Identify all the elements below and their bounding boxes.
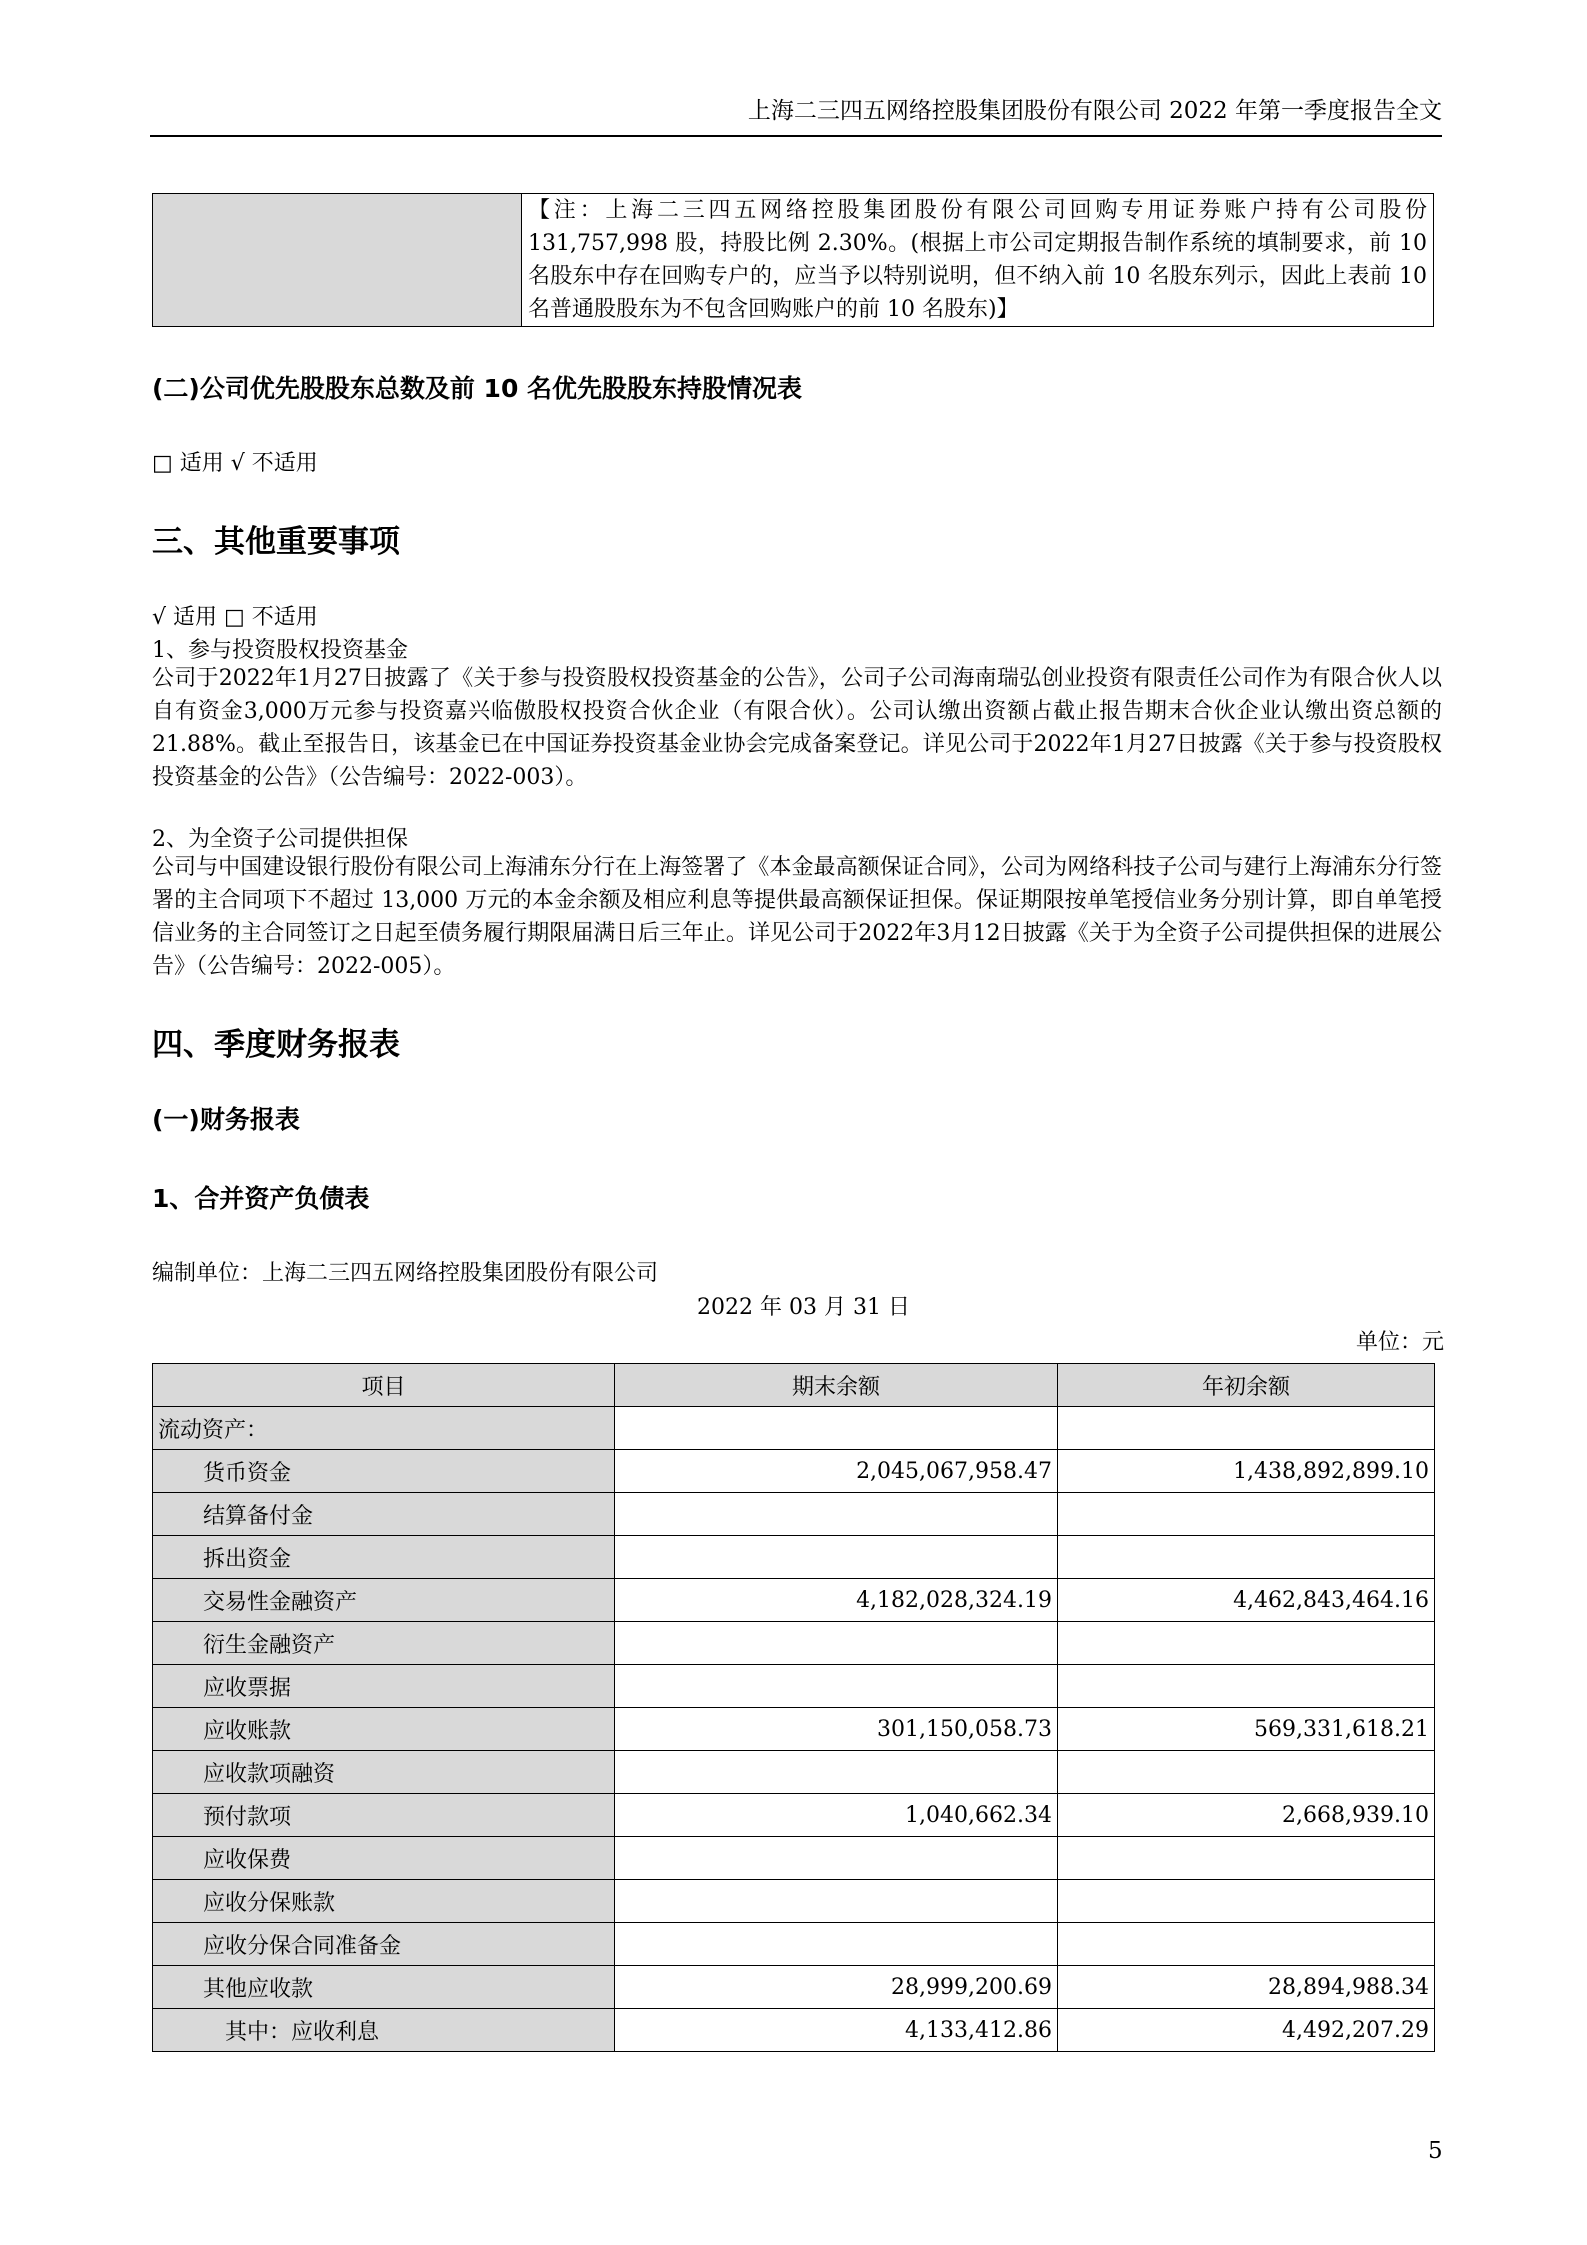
table-row	[153, 1450, 1435, 1493]
row-begin	[1058, 1837, 1435, 1880]
row-begin: 569,331,618.21	[1058, 1708, 1435, 1751]
table-row	[153, 1493, 1435, 1536]
table-row	[153, 2009, 1435, 2052]
row-end	[615, 1536, 1058, 1579]
row-end	[615, 1923, 1058, 1966]
note-table	[152, 193, 1434, 327]
row-label: 拆出资金	[153, 1536, 615, 1579]
balance-sheet-heading: 1、合并资产负债表	[152, 1184, 370, 1213]
row-end	[615, 1751, 1058, 1794]
row-begin: 2,668,939.10	[1058, 1794, 1435, 1837]
item1-title: 1、参与投资股权投资基金	[152, 638, 408, 663]
row-end	[615, 1493, 1058, 1536]
row-begin	[1058, 1407, 1435, 1450]
page-header: 上海二三四五网络控股集团股份有限公司 2022 年第一季度报告全文	[150, 92, 1442, 137]
preferred-applicability: □ 适用 √ 不适用	[152, 451, 318, 476]
table-row	[153, 1794, 1435, 1837]
financial-statements-heading: 四、季度财务报表	[152, 1027, 400, 1063]
row-label: 预付款项	[153, 1794, 615, 1837]
row-label: 应收分保账款	[153, 1880, 615, 1923]
item2-title: 2、为全资子公司提供担保	[152, 827, 408, 852]
row-begin	[1058, 1923, 1435, 1966]
unit-label: 单位：元	[1355, 1330, 1444, 1355]
repurchase-note: 【注：上海二三四五网络控股集团股份有限公司回购专用证券账户持有公司股份 131,757,998 股，持股比例 2.30%。(根据上市公司定期报告制作系统的填制要求，前 10 名股东中存在回购专户的，应当予以特别说明，但不纳入前 10 名股东列示，因此上表前 10 名普通股股东为不包含回购账户的前 10 名股东)】	[522, 194, 1434, 327]
row-begin	[1058, 1622, 1435, 1665]
row-end: 28,999,200.69	[615, 1966, 1058, 2009]
row-end	[615, 1837, 1058, 1880]
financial-statements-subheading: (一)财务报表	[152, 1105, 300, 1134]
table-row	[153, 1880, 1435, 1923]
row-begin	[1058, 1880, 1435, 1923]
row-label: 衍生金融资产	[153, 1622, 615, 1665]
row-begin: 1,438,892,899.10	[1058, 1450, 1435, 1493]
row-label: 货币资金	[153, 1450, 615, 1493]
row-begin	[1058, 1493, 1435, 1536]
row-begin: 28,894,988.34	[1058, 1966, 1435, 2009]
other-matters-applicability: √ 适用 □ 不适用	[152, 605, 318, 630]
table-row	[153, 1751, 1435, 1794]
row-end: 4,182,028,324.19	[615, 1579, 1058, 1622]
row-end: 2,045,067,958.47	[615, 1450, 1058, 1493]
row-label: 应收分保合同准备金	[153, 1923, 615, 1966]
note-empty-cell	[153, 194, 522, 327]
row-label: 应收账款	[153, 1708, 615, 1751]
item2-body: 公司与中国建设银行股份有限公司上海浦东分行在上海签署了《本金最高额保证合同》，公司为网络科技子公司与建行上海浦东分行签署的主合同项下不超过 13,000 万元的本金余额及相应利息等提供最高额保证担保。保证期限按单笔授信业务分别计算，即自单笔授信业务的主合同签订之日起至债务履行期限届满日后三年止。详见公司于2022年3月12日披露《关于为全资子公司提供担保的进展公告》（公告编号：2022-005）。	[152, 855, 1442, 979]
row-end	[615, 1665, 1058, 1708]
row-end	[615, 1407, 1058, 1450]
table-row	[153, 1536, 1435, 1579]
table-row	[153, 1923, 1435, 1966]
row-begin: 4,462,843,464.16	[1058, 1579, 1435, 1622]
header-begin-balance: 年初余额	[1058, 1364, 1435, 1407]
other-matters-heading: 三、其他重要事项	[152, 524, 400, 560]
row-label: 应收保费	[153, 1837, 615, 1880]
row-end	[615, 1880, 1058, 1923]
header-end-balance: 期末余额	[615, 1364, 1058, 1407]
row-label: 其他应收款	[153, 1966, 615, 2009]
row-begin	[1058, 1665, 1435, 1708]
row-end: 1,040,662.34	[615, 1794, 1058, 1837]
row-label: 流动资产：	[153, 1407, 615, 1450]
table-row	[153, 1708, 1435, 1751]
report-date: 2022 年 03 月 31 日	[697, 1295, 910, 1320]
row-end	[615, 1622, 1058, 1665]
row-begin	[1058, 1751, 1435, 1794]
row-label: 结算备付金	[153, 1493, 615, 1536]
table-row	[153, 1622, 1435, 1665]
preferred-shareholders-heading: (二)公司优先股股东总数及前 10 名优先股股东持股情况表	[152, 374, 803, 403]
row-label: 交易性金融资产	[153, 1579, 615, 1622]
table-row	[153, 1579, 1435, 1622]
item1-body: 公司于2022年1月27日披露了《关于参与投资股权投资基金的公告》，公司子公司海南瑞弘创业投资有限责任公司作为有限合伙人以自有资金3,000万元参与投资嘉兴临傲股权投资合伙企业（有限合伙）。公司认缴出资额占截止报告期末合伙企业认缴出资总额的21.88%。截止至报告日，该基金已在中国证券投资基金业协会完成备案登记。详见公司于2022年1月27日披露《关于参与投资股权投资基金的公告》（公告编号：2022-003）。	[152, 666, 1442, 790]
row-end: 4,133,412.86	[615, 2009, 1058, 2052]
balance-sheet-table	[152, 1363, 1435, 2052]
table-row	[153, 1966, 1435, 2009]
row-label: 应收款项融资	[153, 1751, 615, 1794]
row-begin	[1058, 1536, 1435, 1579]
row-label: 应收票据	[153, 1665, 615, 1708]
row-end: 301,150,058.73	[615, 1708, 1058, 1751]
header-item: 项目	[153, 1364, 615, 1407]
table-row	[153, 1837, 1435, 1880]
table-row	[153, 1407, 1435, 1450]
table-header-row	[153, 1364, 1435, 1407]
table-row	[153, 1665, 1435, 1708]
compiler-line: 编制单位：上海二三四五网络控股集团股份有限公司	[152, 1261, 659, 1286]
row-label: 其中：应收利息	[153, 2009, 615, 2052]
page-number: 5	[1428, 2138, 1443, 2164]
row-begin: 4,492,207.29	[1058, 2009, 1435, 2052]
